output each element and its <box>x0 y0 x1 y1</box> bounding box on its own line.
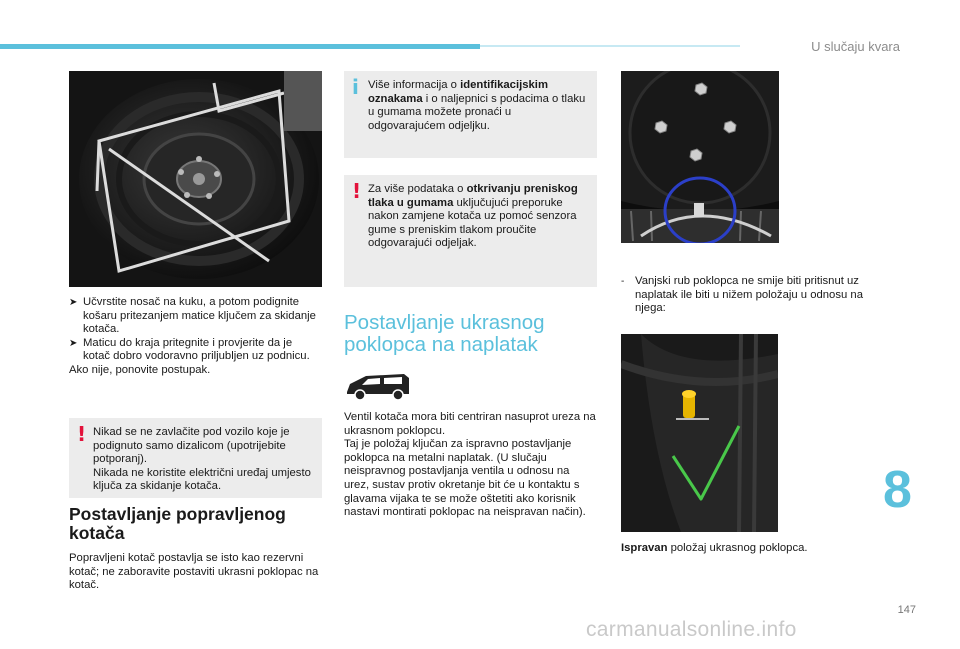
wheel-valve-image <box>621 71 779 243</box>
correct-trim-position-image <box>621 334 778 532</box>
warning-text-pre: Za više podataka o <box>368 183 467 195</box>
chapter-tab <box>877 460 960 536</box>
dash-text: Vanjski rub poklopca ne smije biti pritisnut uz naplatak ile biti u nižem položaju u odnosu na njega: <box>635 275 863 315</box>
after-steps-text: Ako nije, ponovite postupak. <box>69 363 211 376</box>
warning-text-bold: otkrivanju preniskog tlaka u gumama <box>368 183 578 209</box>
repaired-wheel-paragraph: Popravljeni kotač postavlja se isto kao rezervni kotač; ne zaboravite postaviti ukrasni poklopac na kotač. <box>69 552 319 592</box>
header-accent-bar <box>0 44 480 49</box>
info-box-tyre-labels <box>344 71 597 158</box>
caption-rest: položaj ukrasnog poklopca. <box>667 542 808 554</box>
dash-mark: - <box>621 276 625 287</box>
list-item <box>621 275 866 316</box>
van-silhouette-icon <box>344 370 412 404</box>
page-number: 147 <box>897 604 916 616</box>
spare-wheel-cradle-image <box>69 71 322 287</box>
info-text-bold: identifikacijskim oznakama <box>368 79 548 105</box>
chapter-number: 8 <box>883 461 912 519</box>
warning-box-jack <box>69 418 322 498</box>
step-text: Učvrstite nosač na kuku, a potom podignite košaru pritezanjem matice ključem za skidanje kotača. <box>83 296 316 336</box>
section-title: U slučaju kvara <box>811 39 900 54</box>
warning-text-post: uključujući preporuke nakon zamjene kotača uz pomoć senzora gume s preniskim tlakom proučite odgovarajući odjeljak. <box>368 196 577 250</box>
arrow-bullet-icon: ➤ <box>69 297 78 308</box>
warning-text-1: Nikad se ne zavlačite pod vozilo koje je podignuto samo dizalicom (upotrijebite potporanj). <box>93 426 290 466</box>
wheel-trim-paragraph: Ventil kotača mora biti centriran nasuprot ureza na ukrasnom poklopcu. Taj je položaj ključan za ispravno postavljanje poklopca na metalni naplatak. (U slučaju neispravnog postavljanja ventila u odnosu na urez, sustav protiv okretanje bit će u kontaktu s glavama vijaka te se može oštetiti ako korisnik nastavi montirati poklopac na neispravan način). <box>344 411 596 519</box>
heading-repaired-wheel: Postavljanje popravljenog kotača <box>69 504 286 543</box>
step-text: Maticu do kraja pritegnite i provjerite da je kotač dobro vodoravno priljubljen uz podnicu. <box>83 336 310 363</box>
arrow-bullet-icon: ➤ <box>69 337 78 349</box>
warning-box-low-pressure <box>344 175 597 287</box>
info-text-post: i o naljepnici s podacima o tlaku u gumama možete pronaći u odgovarajućem odjeljku. <box>368 92 586 132</box>
list-item <box>69 296 322 337</box>
header-accent-line <box>480 45 740 47</box>
trim-caption <box>621 542 866 556</box>
info-text-pre: Više informacija o <box>368 79 461 91</box>
watermark: carmanualsonline.info <box>586 618 797 641</box>
heading-wheel-trim: Postavljanje ukrasnog poklopca na naplatak <box>344 311 545 356</box>
steps-list <box>69 296 322 378</box>
caption-bold: Ispravan <box>621 542 668 554</box>
exclamation-icon: ! <box>352 179 362 203</box>
exclamation-icon: ! <box>77 422 87 446</box>
list-item <box>69 337 322 364</box>
dash-item <box>621 275 866 316</box>
info-icon: i <box>352 75 359 99</box>
warning-text-2: Nikada ne koristite električni uređaj umjesto ključa za skidanje kotača. <box>93 466 311 493</box>
